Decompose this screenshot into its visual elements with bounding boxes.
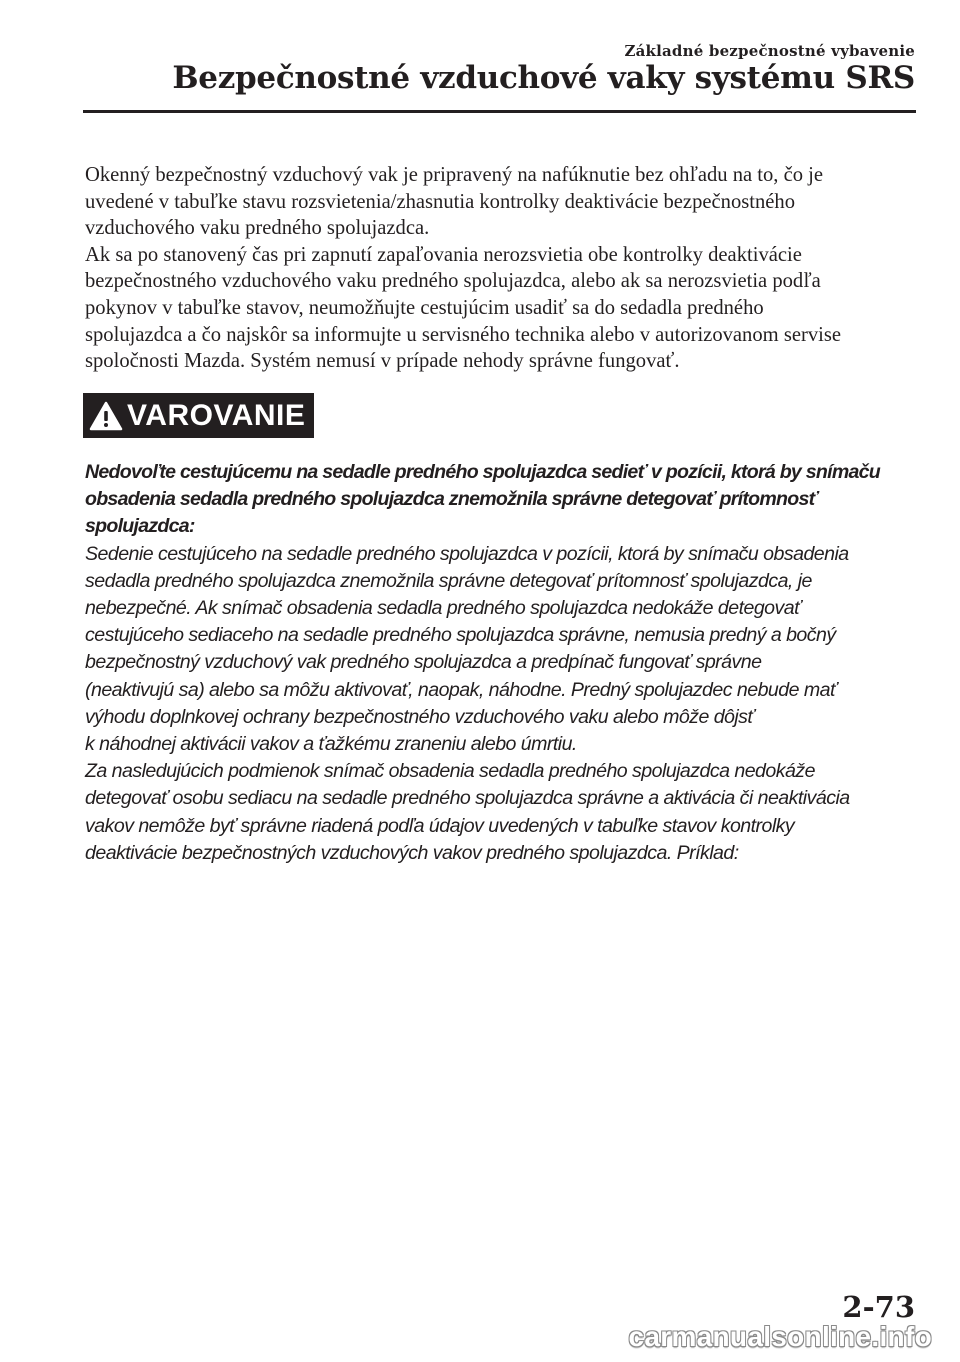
warning-body-line: nebezpečné. Ak snímač obsadenia sedadla predného spolujazdca nedokáže detegovať: [85, 597, 801, 620]
warning-body-line: deaktivácie bezpečnostných vzduchových vakov predného spolujazdca. Príklad:: [85, 841, 739, 864]
intro-line: bezpečnostného vzduchového vaku predného spolujazdca, alebo ak sa nerozsvietia podľa: [85, 270, 821, 293]
warning-title-line: spolujazdca:: [85, 515, 195, 538]
intro-line: Okenný bezpečnostný vzduchový vak je pripravený na nafúknutie bez ohľadu na to, čo je: [85, 164, 824, 186]
page-title: Bezpečnostné vzduchové vaky systému SRS: [172, 60, 915, 96]
warning-body-line: výhodu doplnkovej ochrany bezpečnostného vzduchového vaku alebo môže dôjsť: [85, 705, 754, 728]
intro-line: Ak sa po stanovený čas pri zapnutí zapaľovania nerozsvietia obe kontrolky deaktivácie: [85, 243, 802, 266]
warning-body-line: (neaktivujú sa) alebo sa môžu aktivovať, naopak, náhodne. Predný spolujazdec nebude mať: [85, 678, 837, 701]
warning-body-line: sedadla predného spolujazdca znemožnila správne detegovať prítomnosť spolujazdca, je: [85, 569, 812, 592]
intro-line: spolujazdca a čo najskôr sa informujte u servisného technika alebo v autorizovanom servise: [85, 323, 842, 346]
warning-body-line: cestujúceho sediaceho na sedadle predného spolujazdca správne, nemusia predný a bočný: [85, 624, 836, 647]
intro-line: pokynov v tabuľke stavov, neumožňujte cestujúcim usadiť sa do sedadla predného: [85, 296, 764, 319]
warning-label: VAROVANIE: [127, 398, 306, 432]
warning-body-line: Sedenie cestujúceho na sedadle predného spolujazdca v pozícii, ktorá by snímaču obsadenia: [85, 542, 849, 565]
intro-line: vzduchového vaku predného spolujazdca.: [85, 217, 430, 240]
warning-title-line: obsadenia sedadla predného spolujazdca znemožnila správne detegovať prítomnosť: [85, 488, 818, 511]
intro-line: uvedené v tabuľke stavu rozsvietenia/zhasnutia kontrolky deaktivácie bezpečnostného: [85, 190, 796, 213]
intro-line: spoločnosti Mazda. Systém nemusí v prípade nehody správne fungovať.: [85, 350, 680, 373]
warning-body-line: k náhodnej aktivácii vakov a ťažkému zraneniu alebo úmrtiu.: [85, 733, 577, 756]
warning-body-line: vakov nemôže byť správne riadená podľa údajov uvedených v tabuľke stavov kontrolky: [85, 814, 795, 837]
warning-title-line: Nedovoľte cestujúcemu na sedadle predného spolujazdca sedieť v pozícii, ktorá by snímaču: [85, 461, 881, 483]
watermark: carmanualsonline.info: [628, 1321, 932, 1352]
warning-body-line: detegovať osobu sediacu na sedadle predného spolujazdca správne a aktivácia či neaktivácia: [85, 787, 850, 810]
warning-text: [85, 459, 917, 867]
intro-paragraph: [85, 162, 915, 375]
warning-banner: [83, 393, 314, 438]
warning-body-line: Za nasledujúcich podmienok snímač obsadenia sedadla predného spolujazdca nedokáže: [85, 760, 815, 783]
page-number: 2-73: [842, 1290, 915, 1324]
section-subtitle: Základné bezpečnostné vybavenie: [624, 42, 915, 60]
warning-triangle-icon: [87, 393, 125, 438]
header-divider: [83, 110, 916, 113]
warning-title: [85, 459, 917, 541]
warning-body: [85, 541, 917, 867]
warning-body-line: bezpečnostný vzduchový vak predného spolujazdca a predpínač fungovať správne: [85, 651, 762, 674]
